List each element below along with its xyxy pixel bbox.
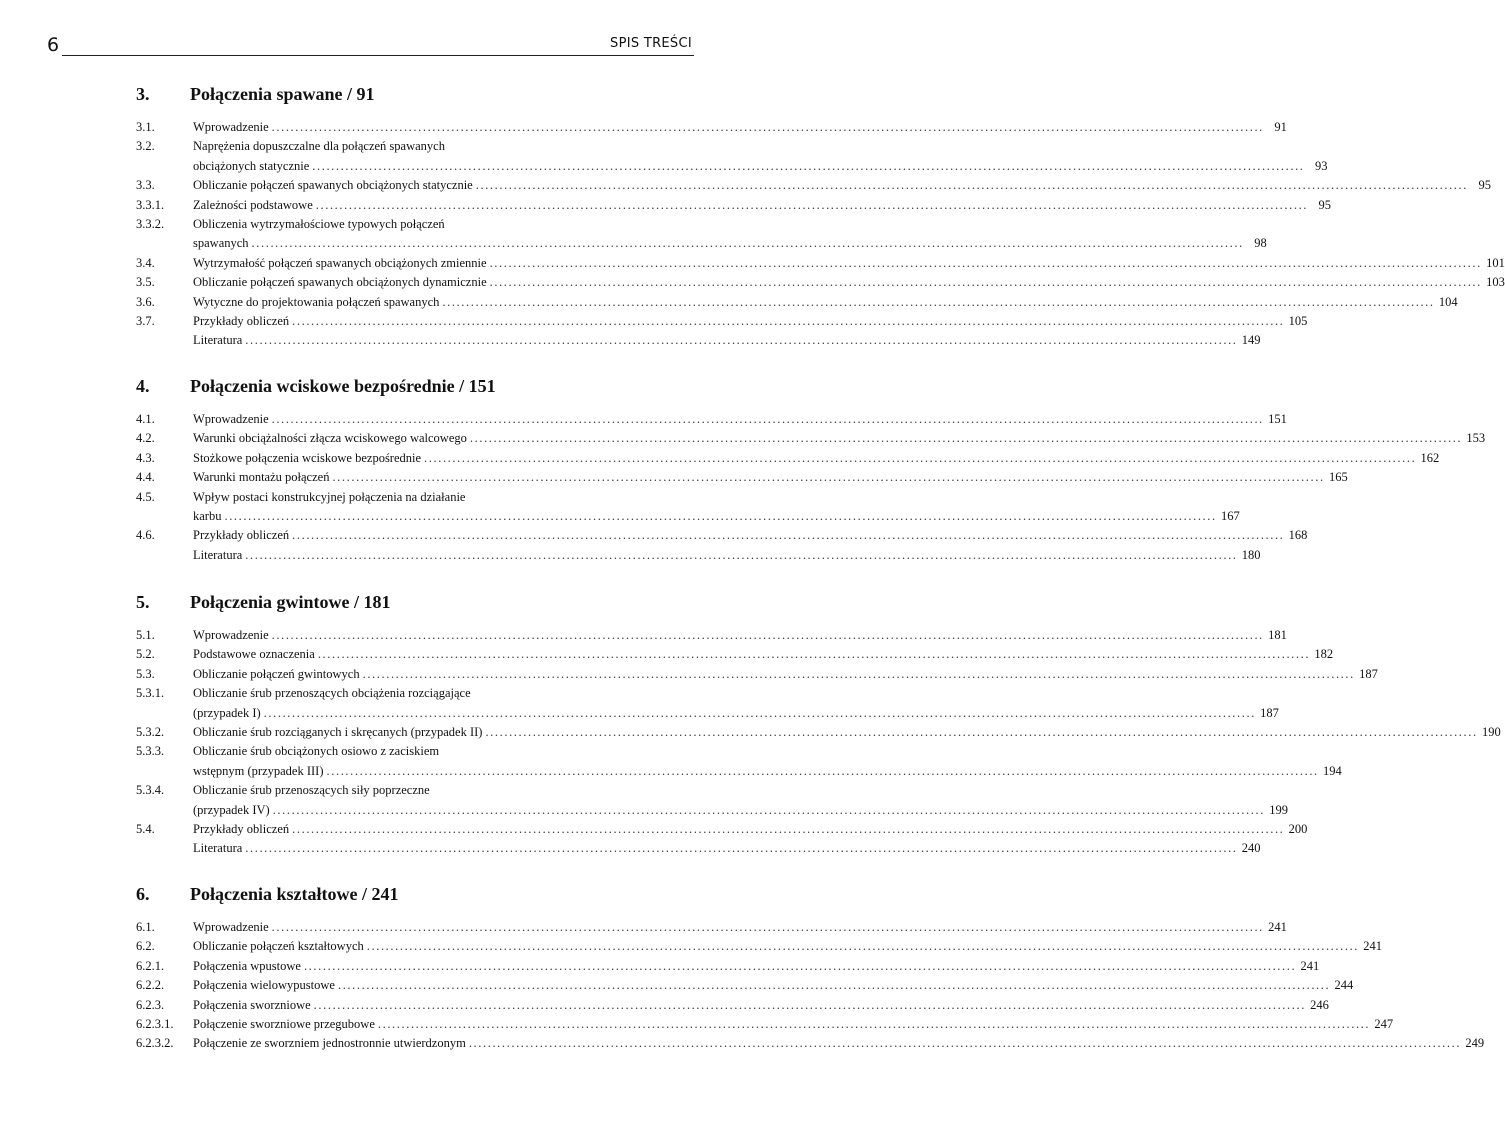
entry-title: Wytyczne do projektowania połączeń spawanych [193, 294, 440, 309]
entry-line [193, 781, 1288, 800]
entry-number: 3.1. [136, 120, 155, 134]
chapter-entries [136, 410, 1486, 565]
entry-line [193, 937, 1382, 956]
entry-body [193, 626, 1287, 645]
toc-chapter [136, 884, 1485, 1054]
chapter-entries [136, 918, 1485, 1054]
entry-number: 5.3.2. [136, 725, 165, 740]
toc-entry [82, 449, 1440, 468]
dot-leader [476, 176, 1468, 195]
entry-body [193, 293, 1458, 312]
dot-leader [442, 293, 1434, 312]
toc-entry [82, 937, 1383, 956]
entry-number: 5.2. [136, 647, 155, 662]
entry-page-number: 165 [1328, 470, 1348, 485]
entry-body [193, 742, 1342, 781]
entry-line [193, 331, 1261, 350]
entry-number: 4.3. [136, 450, 155, 465]
entry-body [193, 839, 1261, 858]
entry-body [193, 937, 1382, 956]
chapter-heading [136, 884, 696, 912]
entry-title: wstępnym (przypadek III) [193, 763, 324, 778]
entry-number: 4.2. [136, 431, 155, 446]
toc-entry [82, 742, 1342, 781]
header-rule [62, 55, 694, 56]
entry-title: (przypadek IV) [193, 802, 270, 817]
entry-body [193, 273, 1505, 292]
entry-page-number: 91 [1274, 120, 1287, 134]
entry-page-number: 182 [1314, 647, 1334, 662]
entry-page-number: 241 [1268, 920, 1287, 934]
entry-title: Obliczanie połączeń gwintowych [193, 666, 360, 681]
entry-line [193, 665, 1378, 684]
entry-page-number: 151 [1268, 412, 1287, 426]
entry-page-number: 98 [1254, 236, 1267, 251]
entry-number: 3.4. [136, 255, 155, 270]
entry-page-number: 181 [1268, 628, 1287, 642]
entry-page-number: 101 [1486, 255, 1505, 270]
entry-body [193, 215, 1267, 254]
dot-leader [490, 273, 1482, 292]
entry-line [193, 118, 1287, 137]
entry-page-number: 244 [1334, 978, 1354, 993]
chapter-title: Połączenia wciskowe bezpośrednie / 151 [190, 376, 496, 396]
entry-body [193, 546, 1261, 565]
entry-title: Obliczanie śrub przenoszących siły poprzeczne [193, 783, 430, 798]
entry-page-number: 105 [1288, 314, 1308, 329]
entry-body [193, 918, 1287, 937]
entry-number: 4.6. [136, 528, 155, 543]
entry-line [193, 468, 1348, 487]
entry-line [193, 918, 1287, 937]
toc-entry [82, 645, 1334, 664]
entry-body [193, 118, 1287, 137]
toc-entry [82, 684, 1279, 723]
toc-entry [82, 976, 1354, 995]
dot-leader [292, 820, 1284, 839]
entry-line [193, 820, 1307, 839]
entry-body [193, 781, 1288, 820]
toc-entry [82, 665, 1378, 684]
dot-leader [264, 704, 1256, 723]
entry-title: karbu [193, 509, 222, 524]
entry-body [193, 488, 1240, 527]
entry-number: 6.2.3.2. [136, 1036, 174, 1051]
toc-entry [82, 331, 1261, 350]
entry-title: Warunki obciążalności złącza wciskowego walcowego [193, 431, 467, 446]
entry-title: obciążonych statycznie [193, 158, 310, 173]
toc-entry [82, 957, 1320, 976]
toc-chapter [136, 84, 1505, 351]
entry-title: Naprężenia dopuszczalne dla połączeń spawanych [193, 139, 445, 154]
toc-entry [82, 996, 1329, 1015]
entry-number: 3.5. [136, 275, 155, 290]
chapter-heading [136, 592, 696, 620]
toc-entry [82, 312, 1308, 331]
chapter-heading [136, 376, 696, 404]
chapter-number: 5. [136, 592, 150, 612]
entry-line [193, 1015, 1393, 1034]
entry-line [193, 176, 1491, 195]
dot-leader [292, 312, 1284, 331]
entry-page-number: 187 [1359, 666, 1378, 681]
entry-page-number: 180 [1241, 547, 1261, 562]
entry-body [193, 176, 1491, 195]
entry-page-number: 240 [1241, 841, 1261, 856]
entry-body [193, 331, 1261, 350]
entry-page-number: 194 [1323, 763, 1342, 778]
toc-entry [82, 526, 1308, 545]
dot-leader [272, 118, 1264, 137]
dot-leader [273, 801, 1265, 820]
toc-chapter [136, 376, 1486, 565]
entry-line [193, 234, 1267, 253]
entry-line [193, 684, 1279, 703]
toc-entry [82, 468, 1348, 487]
dot-leader [485, 723, 1477, 742]
entry-number: 6.1. [136, 920, 155, 934]
dot-leader [470, 429, 1462, 448]
entry-number: 5.3.4. [136, 783, 165, 798]
dot-leader [469, 1034, 1461, 1053]
entry-page-number: 93 [1315, 158, 1328, 173]
toc-entry [82, 429, 1486, 448]
dot-leader [272, 918, 1264, 937]
entry-title: Wprowadzenie [193, 120, 269, 134]
entry-page-number: 168 [1288, 528, 1308, 543]
entry-body [193, 449, 1439, 468]
entry-number: 4.1. [136, 412, 155, 426]
running-title: SPIS TREŚCI [610, 36, 692, 51]
chapter-number: 3. [136, 84, 150, 104]
entry-number [82, 331, 193, 350]
dot-leader [367, 937, 1359, 956]
entry-number: 3.3. [136, 178, 155, 193]
entry-line [193, 293, 1458, 312]
entry-line [193, 254, 1505, 273]
entry-number: 6.2.3. [136, 997, 165, 1012]
entry-number: 3.3.1. [136, 197, 165, 212]
toc-entry [82, 488, 1240, 527]
entry-number: 6.2.3.1. [136, 1017, 174, 1032]
entry-title: Wpływ postaci konstrukcyjnej połączenia na działanie [193, 489, 466, 504]
toc-entry [82, 176, 1491, 195]
chapter-entries [136, 626, 1501, 859]
entry-page-number: 241 [1300, 958, 1320, 973]
dot-leader [312, 157, 1304, 176]
entry-title: spawanych [193, 236, 249, 251]
toc-entry [82, 626, 1287, 645]
entry-body [193, 684, 1279, 723]
dot-leader [292, 526, 1284, 545]
entry-page-number: 149 [1241, 333, 1261, 348]
entry-line [193, 157, 1328, 176]
toc-entry [82, 918, 1287, 937]
entry-page-number: 200 [1288, 822, 1308, 837]
entry-page-number: 104 [1438, 294, 1458, 309]
dot-leader [314, 996, 1306, 1015]
toc-entry [82, 1015, 1394, 1034]
chapter-title: Połączenia kształtowe / 241 [190, 884, 399, 904]
chapter-title: Połączenia gwintowe / 181 [190, 592, 391, 612]
dot-leader [316, 196, 1308, 215]
entry-title: (przypadek I) [193, 705, 261, 720]
entry-title: Przykłady obliczeń [193, 314, 290, 329]
entry-body [193, 1034, 1484, 1053]
entry-line [193, 996, 1329, 1015]
entry-title: Połączenie ze sworzniem jednostronnie utwierdzonym [193, 1036, 466, 1051]
entry-body [193, 665, 1378, 684]
entry-title: Wytrzymałość połączeń spawanych obciążonych zmiennie [193, 255, 487, 270]
entry-line [193, 273, 1505, 292]
entry-title: Połączenie sworzniowe przegubowe [193, 1017, 375, 1032]
entry-page-number: 187 [1260, 705, 1279, 720]
entry-title: Połączenia sworzniowe [193, 997, 311, 1012]
entry-line [193, 801, 1288, 820]
page-number: 6 [47, 34, 60, 56]
entry-body [193, 976, 1353, 995]
entry-title: Wprowadzenie [193, 920, 269, 934]
chapter-heading [136, 84, 696, 112]
entry-line [193, 526, 1307, 545]
entry-number: 6.2.1. [136, 958, 165, 973]
dot-leader [424, 449, 1416, 468]
entry-title: Obliczanie połączeń spawanych obciążonych dynamicznie [193, 275, 487, 290]
toc-entry [82, 839, 1261, 858]
entry-page-number: 199 [1269, 802, 1288, 817]
entry-line [193, 215, 1267, 234]
entry-line [193, 1034, 1484, 1053]
entry-line [193, 312, 1307, 331]
entry-number: 5.3. [136, 666, 155, 681]
toc-entry [82, 723, 1501, 742]
entry-number: 6.2. [136, 939, 155, 954]
entry-line [193, 957, 1319, 976]
entry-body [193, 468, 1348, 487]
entry-title: Obliczanie śrub obciążonych osiowo z zaciskiem [193, 744, 440, 759]
dot-leader [327, 762, 1319, 781]
dot-leader [378, 1015, 1370, 1034]
toc-entry [82, 273, 1505, 292]
entry-body [193, 137, 1328, 176]
dot-leader [338, 976, 1330, 995]
chapter-number: 6. [136, 884, 150, 904]
entry-body [193, 723, 1501, 742]
toc-entry [82, 254, 1505, 273]
entry-body [193, 312, 1307, 331]
toc-entry [82, 137, 1328, 176]
entry-title: Warunki montażu połączeń [193, 470, 330, 485]
toc-entry [82, 1034, 1485, 1053]
entry-line [193, 546, 1261, 565]
entry-page-number: 246 [1310, 997, 1329, 1012]
toc-entry [82, 215, 1267, 254]
chapter-title: Połączenia spawane / 91 [190, 84, 375, 104]
entry-title: Obliczanie śrub przenoszących obciążenia rozciągające [193, 686, 471, 701]
entry-page-number: 241 [1363, 939, 1383, 954]
dot-leader [252, 234, 1244, 253]
entry-title: Wprowadzenie [193, 412, 269, 426]
entry-title: Przykłady obliczeń [193, 822, 290, 837]
entry-line [193, 704, 1279, 723]
entry-body [193, 820, 1307, 839]
entry-page-number: 153 [1466, 431, 1486, 446]
entry-page-number: 162 [1420, 450, 1440, 465]
dot-leader [363, 665, 1355, 684]
entry-line [193, 410, 1287, 429]
entry-page-number: 95 [1318, 197, 1332, 212]
entry-title: Przykłady obliczeń [193, 528, 290, 543]
entry-body [193, 645, 1333, 664]
entry-number: 5.4. [136, 822, 155, 837]
toc-entry [82, 820, 1308, 839]
entry-page-number: 190 [1481, 725, 1501, 740]
entry-page-number: 103 [1486, 275, 1505, 290]
entry-title: Połączenia wielowypustowe [193, 978, 335, 993]
entry-line [193, 507, 1240, 526]
toc-entry [82, 196, 1332, 215]
chapter-entries [136, 118, 1505, 351]
entry-line [193, 645, 1333, 664]
entry-title: Literatura [193, 841, 243, 856]
entry-title: Obliczanie śrub rozciąganych i skręcanych (przypadek II) [193, 725, 483, 740]
entry-line [193, 429, 1485, 448]
entry-page-number: 247 [1374, 1017, 1394, 1032]
dot-leader [490, 254, 1482, 273]
entry-line [193, 137, 1328, 156]
toc-entry [82, 410, 1287, 429]
dot-leader [245, 839, 1237, 858]
dot-leader [224, 507, 1216, 526]
entry-number: 5.1. [136, 628, 155, 642]
entry-title: Zależności podstawowe [193, 197, 313, 212]
entry-page-number: 167 [1220, 509, 1240, 524]
entry-title: Obliczanie połączeń spawanych obciążonych statycznie [193, 178, 473, 193]
entry-title: Literatura [193, 547, 243, 562]
chapter-number: 4. [136, 376, 150, 396]
entry-title: Wprowadzenie [193, 628, 269, 642]
entry-line [193, 839, 1261, 858]
entry-page-number: 249 [1465, 1036, 1485, 1051]
entry-number [82, 839, 193, 858]
toc-entry [82, 293, 1458, 312]
entry-body [193, 526, 1307, 545]
entry-number: 3.2. [136, 139, 155, 154]
entry-line [193, 626, 1287, 645]
entry-number: 4.5. [136, 489, 155, 504]
entry-title: Obliczanie połączeń kształtowych [193, 939, 364, 954]
entry-line [193, 196, 1331, 215]
dot-leader [304, 957, 1296, 976]
entry-body [193, 996, 1329, 1015]
toc-entry [82, 118, 1287, 137]
entry-title: Literatura [193, 333, 243, 348]
entry-body [193, 196, 1331, 215]
entry-number: 3.3.2. [136, 217, 165, 232]
entry-number: 6.2.2. [136, 978, 165, 993]
entry-line [193, 762, 1342, 781]
entry-body [193, 1015, 1393, 1034]
entry-line [193, 976, 1353, 995]
entry-line [193, 742, 1342, 761]
entry-body [193, 429, 1485, 448]
entry-line [193, 449, 1439, 468]
entry-title: Połączenia wpustowe [193, 958, 301, 973]
dot-leader [245, 546, 1237, 565]
dot-leader [245, 331, 1237, 350]
entry-page-number: 95 [1478, 178, 1491, 193]
entry-body [193, 254, 1505, 273]
toc-entry [82, 781, 1288, 820]
entry-body [193, 957, 1319, 976]
entry-title: Obliczenia wytrzymałościowe typowych połączeń [193, 217, 445, 232]
entry-number: 5.3.3. [136, 744, 165, 759]
dot-leader [272, 626, 1264, 645]
entry-number: 5.3.1. [136, 686, 165, 701]
dot-leader [272, 410, 1264, 429]
dot-leader [332, 468, 1324, 487]
entry-number: 3.6. [136, 294, 155, 309]
entry-number: 3.7. [136, 314, 155, 329]
toc-chapter [136, 592, 1501, 859]
entry-line [193, 488, 1240, 507]
dot-leader [318, 645, 1310, 664]
entry-number: 4.4. [136, 470, 155, 485]
entry-number [82, 546, 193, 565]
toc-entry [82, 546, 1261, 565]
entry-title: Stożkowe połączenia wciskowe bezpośrednie [193, 450, 422, 465]
entry-body [193, 410, 1287, 429]
entry-title: Podstawowe oznaczenia [193, 647, 315, 662]
entry-line [193, 723, 1501, 742]
